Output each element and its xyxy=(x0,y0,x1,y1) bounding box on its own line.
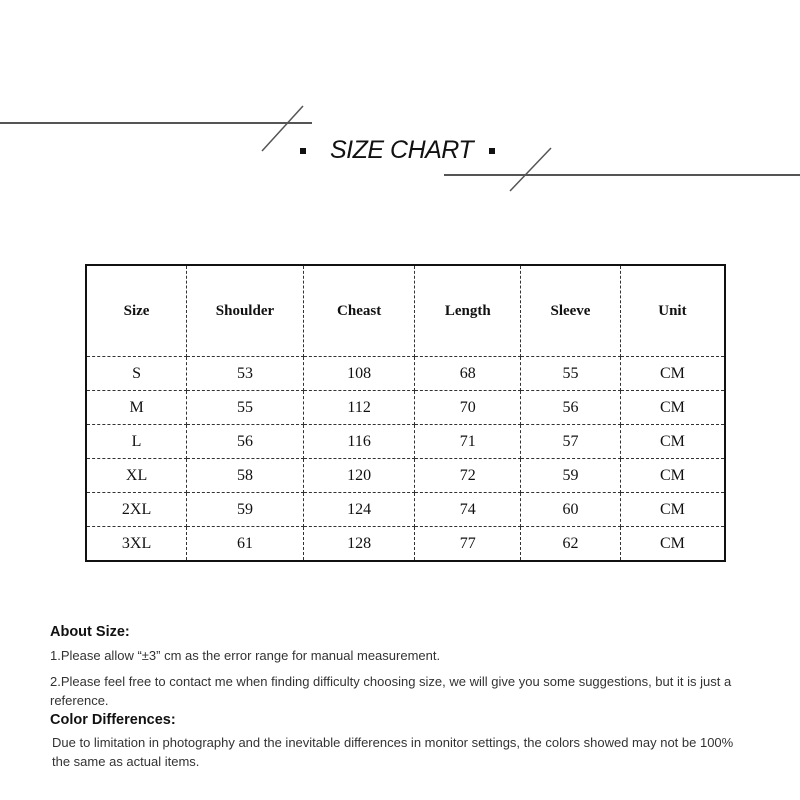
table-cell: 68 xyxy=(415,357,521,391)
table-cell: CM xyxy=(620,459,725,493)
table-cell: 74 xyxy=(415,493,521,527)
about-size-heading: About Size: xyxy=(50,624,130,640)
column-header: Shoulder xyxy=(187,265,304,357)
column-header: Cheast xyxy=(303,265,415,357)
about-size-note-2: 2.Please feel free to contact me when finding difficulty choosing size, we will give you some suggestions, but it is just a reference. xyxy=(50,674,732,708)
table-cell: L xyxy=(86,425,187,459)
table-cell: 2XL xyxy=(86,493,187,527)
table-cell: 61 xyxy=(187,527,304,562)
table-cell: 59 xyxy=(521,459,621,493)
table-cell: CM xyxy=(620,493,725,527)
table-row xyxy=(86,527,725,562)
column-header: Sleeve xyxy=(521,265,621,357)
table-cell: 116 xyxy=(303,425,415,459)
table-cell: 58 xyxy=(187,459,304,493)
title-bullet-right-icon xyxy=(489,148,495,154)
table-cell: 56 xyxy=(521,391,621,425)
table-cell: 112 xyxy=(303,391,415,425)
table-cell: 3XL xyxy=(86,527,187,562)
table-cell: 77 xyxy=(415,527,521,562)
table-cell: 72 xyxy=(415,459,521,493)
notes-section xyxy=(50,622,750,771)
size-chart-title xyxy=(300,136,495,165)
table-cell: M xyxy=(86,391,187,425)
header-left-slash xyxy=(262,106,303,151)
title-bullet-left-icon xyxy=(300,148,306,154)
table-cell: S xyxy=(86,357,187,391)
table-cell: 124 xyxy=(303,493,415,527)
table-cell: 70 xyxy=(415,391,521,425)
table-cell: 128 xyxy=(303,527,415,562)
column-header: Unit xyxy=(620,265,725,357)
title-text: SIZE CHART xyxy=(330,136,474,164)
table-cell: 56 xyxy=(187,425,304,459)
table-cell: 59 xyxy=(187,493,304,527)
table-row xyxy=(86,357,725,391)
table-cell: CM xyxy=(620,391,725,425)
table-row xyxy=(86,425,725,459)
column-header: Length xyxy=(415,265,521,357)
about-size-note-1: 1.Please allow “±3” cm as the error range for manual measurement. xyxy=(50,648,441,663)
table-cell: 108 xyxy=(303,357,415,391)
table-cell: CM xyxy=(620,527,725,562)
color-differences-heading: Color Differences: xyxy=(50,712,176,728)
table-cell: 55 xyxy=(521,357,621,391)
color-differences-note: Due to limitation in photography and the inevitable differences in monitor settings, the colors showed may not be 100% the same as actual items. xyxy=(52,735,734,769)
size-table xyxy=(85,264,726,562)
table-cell: 71 xyxy=(415,425,521,459)
table-row xyxy=(86,493,725,527)
table-cell: 120 xyxy=(303,459,415,493)
table-cell: 53 xyxy=(187,357,304,391)
table-cell: XL xyxy=(86,459,187,493)
table-cell: 57 xyxy=(521,425,621,459)
table-cell: CM xyxy=(620,357,725,391)
table-cell: 62 xyxy=(521,527,621,562)
table-row xyxy=(86,391,725,425)
table-row xyxy=(86,459,725,493)
table-cell: CM xyxy=(620,425,725,459)
table-cell: 55 xyxy=(187,391,304,425)
table-header-row xyxy=(86,265,725,357)
table-cell: 60 xyxy=(521,493,621,527)
header-right-slash xyxy=(510,148,551,191)
column-header: Size xyxy=(86,265,187,357)
